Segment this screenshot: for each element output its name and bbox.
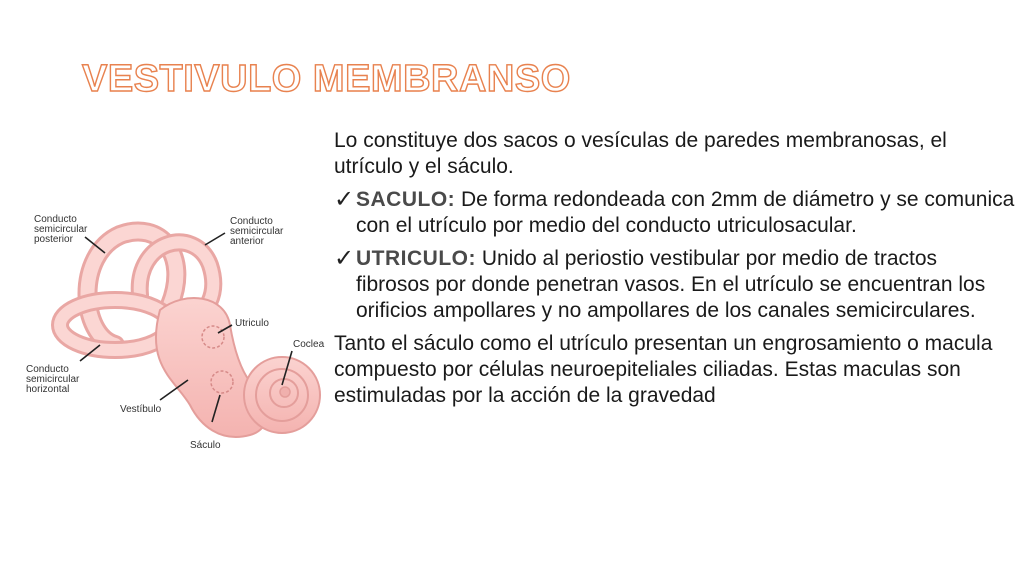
checkmark-icon: ✓ [334,186,355,213]
label-posterior-canal: Conducto semicircular posterior [34,214,88,245]
label-anterior-canal: Conducto semicircular anterior [230,216,284,247]
term-utriculo: UTRICULO: [356,247,476,270]
label-utriculo: Utriculo [235,318,269,329]
inner-ear-diagram [20,195,340,465]
bullet-saculo-text: De forma redondeada con 2mm de diámetro y se comunica con el utrículo por medio del conducto utriculosacular. [356,188,1015,237]
bullet-utriculo-text: Unido al periostio vestibular por medio de tractos fibrosos por donde penetran vasos. En el utrículo se encuentran los orificios ampollares y no ampollares de los canales semicirculares. [356,247,986,322]
closing-paragraph: Tanto el sáculo como el utrículo presentan un engrosamiento o macula compuesto por células neuroepiteliales ciliadas. Estas maculas son estimuladas por la acción de la gravedad [334,332,993,407]
label-horizontal-canal: Conducto semicircular horizontal [26,364,80,395]
label-vestibulo: Vestíbulo [120,404,162,415]
label-coclea: Coclea [293,339,325,350]
bullet-utriculo [334,246,1016,324]
label-saculo: Sáculo [190,440,221,451]
checkmark-icon: ✓ [334,245,355,272]
slide-body [334,128,1016,416]
intro-paragraph: Lo constituye dos sacos o vesículas de paredes membranosas, el utrículo y el sáculo. [334,129,947,178]
bullet-saculo [334,187,1016,239]
term-saculo: SACULO: [356,188,456,211]
slide-title: VESTIVULO MEMBRANSO [82,58,571,100]
